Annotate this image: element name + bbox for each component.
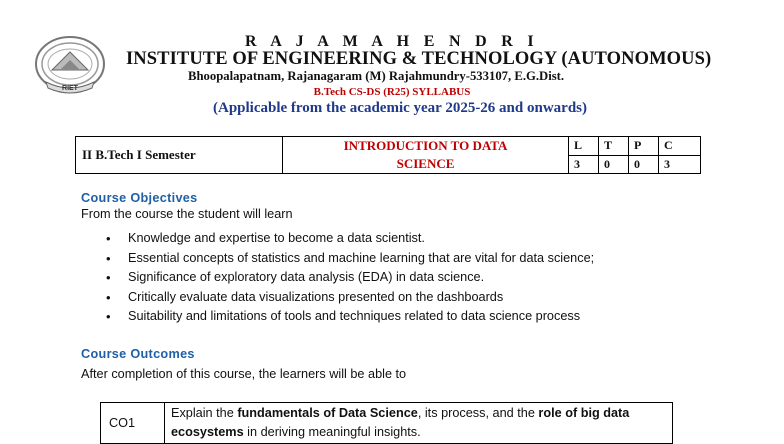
- course-title-line2: SCIENCE: [396, 156, 455, 171]
- co-bold-part: role of big data ecosystems: [171, 406, 630, 439]
- co-text-part: Explain the: [171, 406, 238, 420]
- co-text-part: in deriving meaningful insights.: [243, 425, 421, 439]
- course-title-line1: INTRODUCTION TO DATA: [343, 138, 508, 153]
- co-description-cell: [165, 403, 673, 444]
- ltpc-value-p: 0: [629, 155, 659, 174]
- objective-item: • Essential concepts of statistics and machine learning that are vital for data science;: [104, 249, 664, 269]
- table-row: [101, 403, 673, 444]
- ltpc-header-c: C: [659, 137, 701, 156]
- ltpc-value-c: 3: [659, 155, 701, 174]
- objective-item: • Knowledge and expertise to become a data scientist.: [104, 229, 664, 249]
- syllabus-label: B.Tech CS-DS (R25) SYLLABUS: [313, 86, 471, 98]
- outcomes-intro: After completion of this course, the learners will be able to: [81, 367, 407, 381]
- outcomes-heading: Course Outcomes: [81, 347, 195, 361]
- course-info-table: [75, 136, 701, 174]
- ltpc-header-p: P: [629, 137, 659, 156]
- logo-text: RIET: [62, 85, 78, 92]
- objective-item: • Critically evaluate data visualizations presented on the dashboards: [104, 288, 664, 308]
- ltpc-value-t: 0: [599, 155, 629, 174]
- course-title-cell: [283, 137, 569, 174]
- objective-item: • Suitability and limitations of tools and techniques related to data science process: [104, 307, 664, 327]
- objectives-list: [104, 229, 664, 327]
- institute-address: Bhoopalapatnam, Rajanagaram (M) Rajahmundry-533107, E.G.Dist.: [188, 69, 565, 83]
- co-bold-part: fundamentals of Data Science: [237, 406, 418, 420]
- ltpc-header-l: L: [569, 137, 599, 156]
- co-text-part: , its process, and the: [417, 406, 539, 420]
- ltpc-value-l: 3: [569, 155, 599, 174]
- co-id-cell: CO1: [101, 403, 165, 444]
- objectives-intro: From the course the student will learn: [81, 207, 293, 221]
- objective-item: • Significance of exploratory data analysis (EDA) in data science.: [104, 268, 664, 288]
- course-outcomes-table: [100, 402, 673, 444]
- semester-cell: II B.Tech I Semester: [76, 137, 283, 174]
- institute-full-name: INSTITUTE OF ENGINEERING & TECHNOLOGY (AUTONOMOUS): [126, 49, 712, 69]
- applicable-note: (Applicable from the academic year 2025-26 and onwards): [213, 100, 588, 116]
- ltpc-header-t: T: [599, 137, 629, 156]
- objectives-heading: Course Objectives: [81, 191, 198, 205]
- institute-short-name: R A J A M A H E N D R I: [245, 33, 539, 50]
